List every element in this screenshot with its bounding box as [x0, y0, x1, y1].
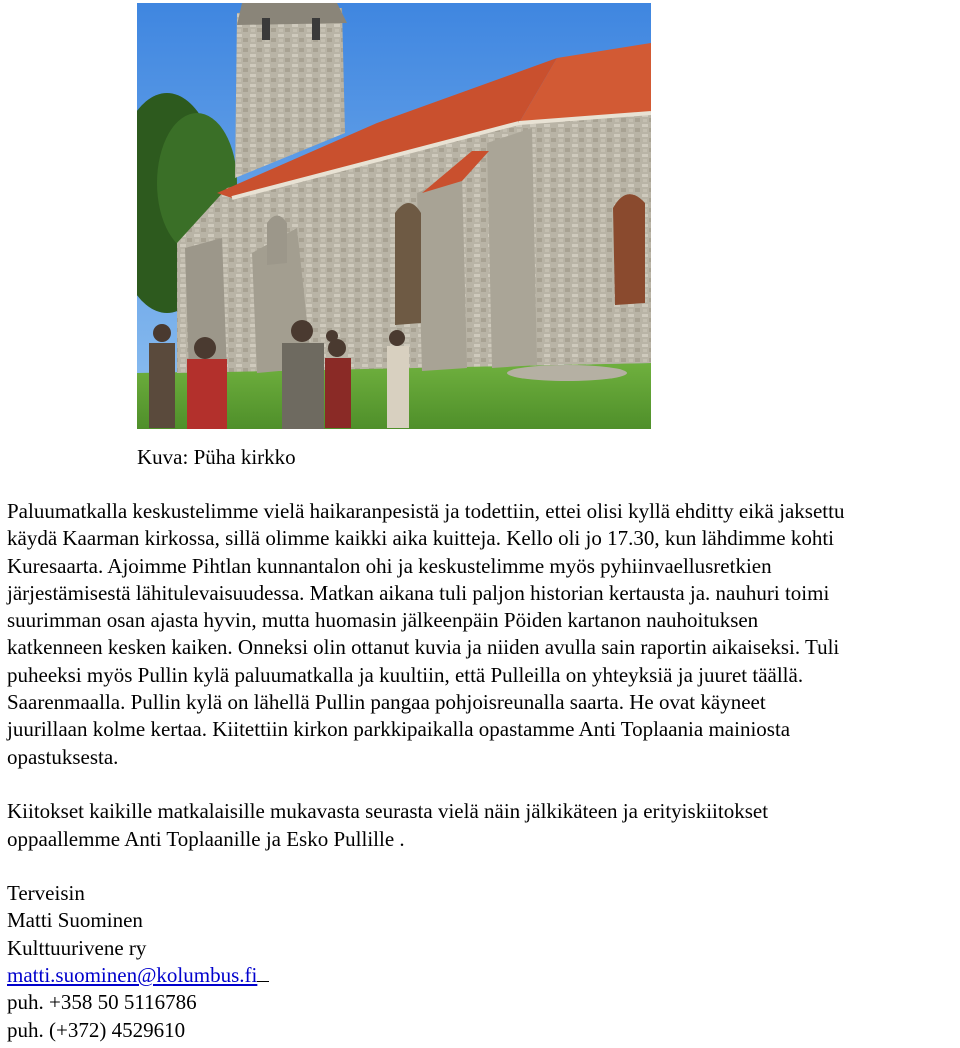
email-link[interactable]: matti.suominen@kolumbus.fi [7, 963, 258, 988]
signature-block [7, 880, 959, 1044]
paragraph-spacer [7, 771, 959, 798]
text-line: oppaallemme Anti Toplaanille ja Esko Pullille . [7, 826, 405, 851]
signature-greeting: Terveisin [7, 881, 85, 906]
text-line: Kuresaarta. Ajoimme Pihtlan kunnantalon ohi ja keskustelimme myös pyhiinvaellusretkien [7, 553, 772, 578]
text-line: järjestämisestä lähitulevaisuudessa. Matkan aikana tuli paljon historian kertausta ja. nauhuri toimi [7, 580, 830, 605]
paragraph-thanks [7, 798, 959, 853]
signature-phone-2: puh. (+372) 4529610 [7, 1017, 186, 1042]
paragraph-travel-report [7, 498, 959, 771]
text-line: puheeksi myös Pullin kylä paluumatkalla ja kuultiin, että Pulleilla on yhteyksiä ja juuret täällä. [7, 662, 804, 687]
signature-name: Matti Suominen [7, 908, 143, 933]
text-line: katkenneen kesken kaiken. Onneksi olin ottanut kuvia ja niiden avulla sain raportin aikaiseksi. Tuli [7, 635, 840, 660]
signature-email-line [7, 962, 959, 989]
text-line: suurimman osan ajasta hyvin, mutta huomasin jälkeenpäin Pöiden kartanon nauhoituksen [7, 608, 759, 633]
text-line: opastuksesta. [7, 744, 119, 769]
signature-organization: Kulttuurivene ry [7, 935, 147, 960]
text-line: Saarenmaalla. Pullin kylä on lähellä Pullin pangaa pohjoisreunalla saarta. He ovat käyneet [7, 690, 766, 715]
underline-extension [257, 963, 269, 982]
signature-phone-1: puh. +358 50 5116786 [7, 990, 197, 1015]
church-photo [137, 3, 651, 429]
text-line: Kiitokset kaikille matkalaisille mukavasta seurasta vielä näin jälkikäteen ja erityiskiitokset [7, 799, 769, 824]
paragraph-spacer [7, 853, 959, 880]
text-line: käydä Kaarman kirkossa, sillä olimme kaikki aika kuitteja. Kello oli jo 17.30, kun lähdimme kohti [7, 526, 834, 551]
text-line: Paluumatkalla keskustelimme vielä haikaranpesistä ja todettiin, ettei olisi kyllä ehditty eikä jaksettu [7, 499, 845, 523]
text-line: juurillaan kolme kertaa. Kiitettiin kirkon parkkipaikalla opastamme Anti Toplaania mainiosta [7, 717, 791, 742]
photo-caption: Kuva: Püha kirkko [137, 445, 296, 469]
letter-body [7, 498, 959, 1044]
